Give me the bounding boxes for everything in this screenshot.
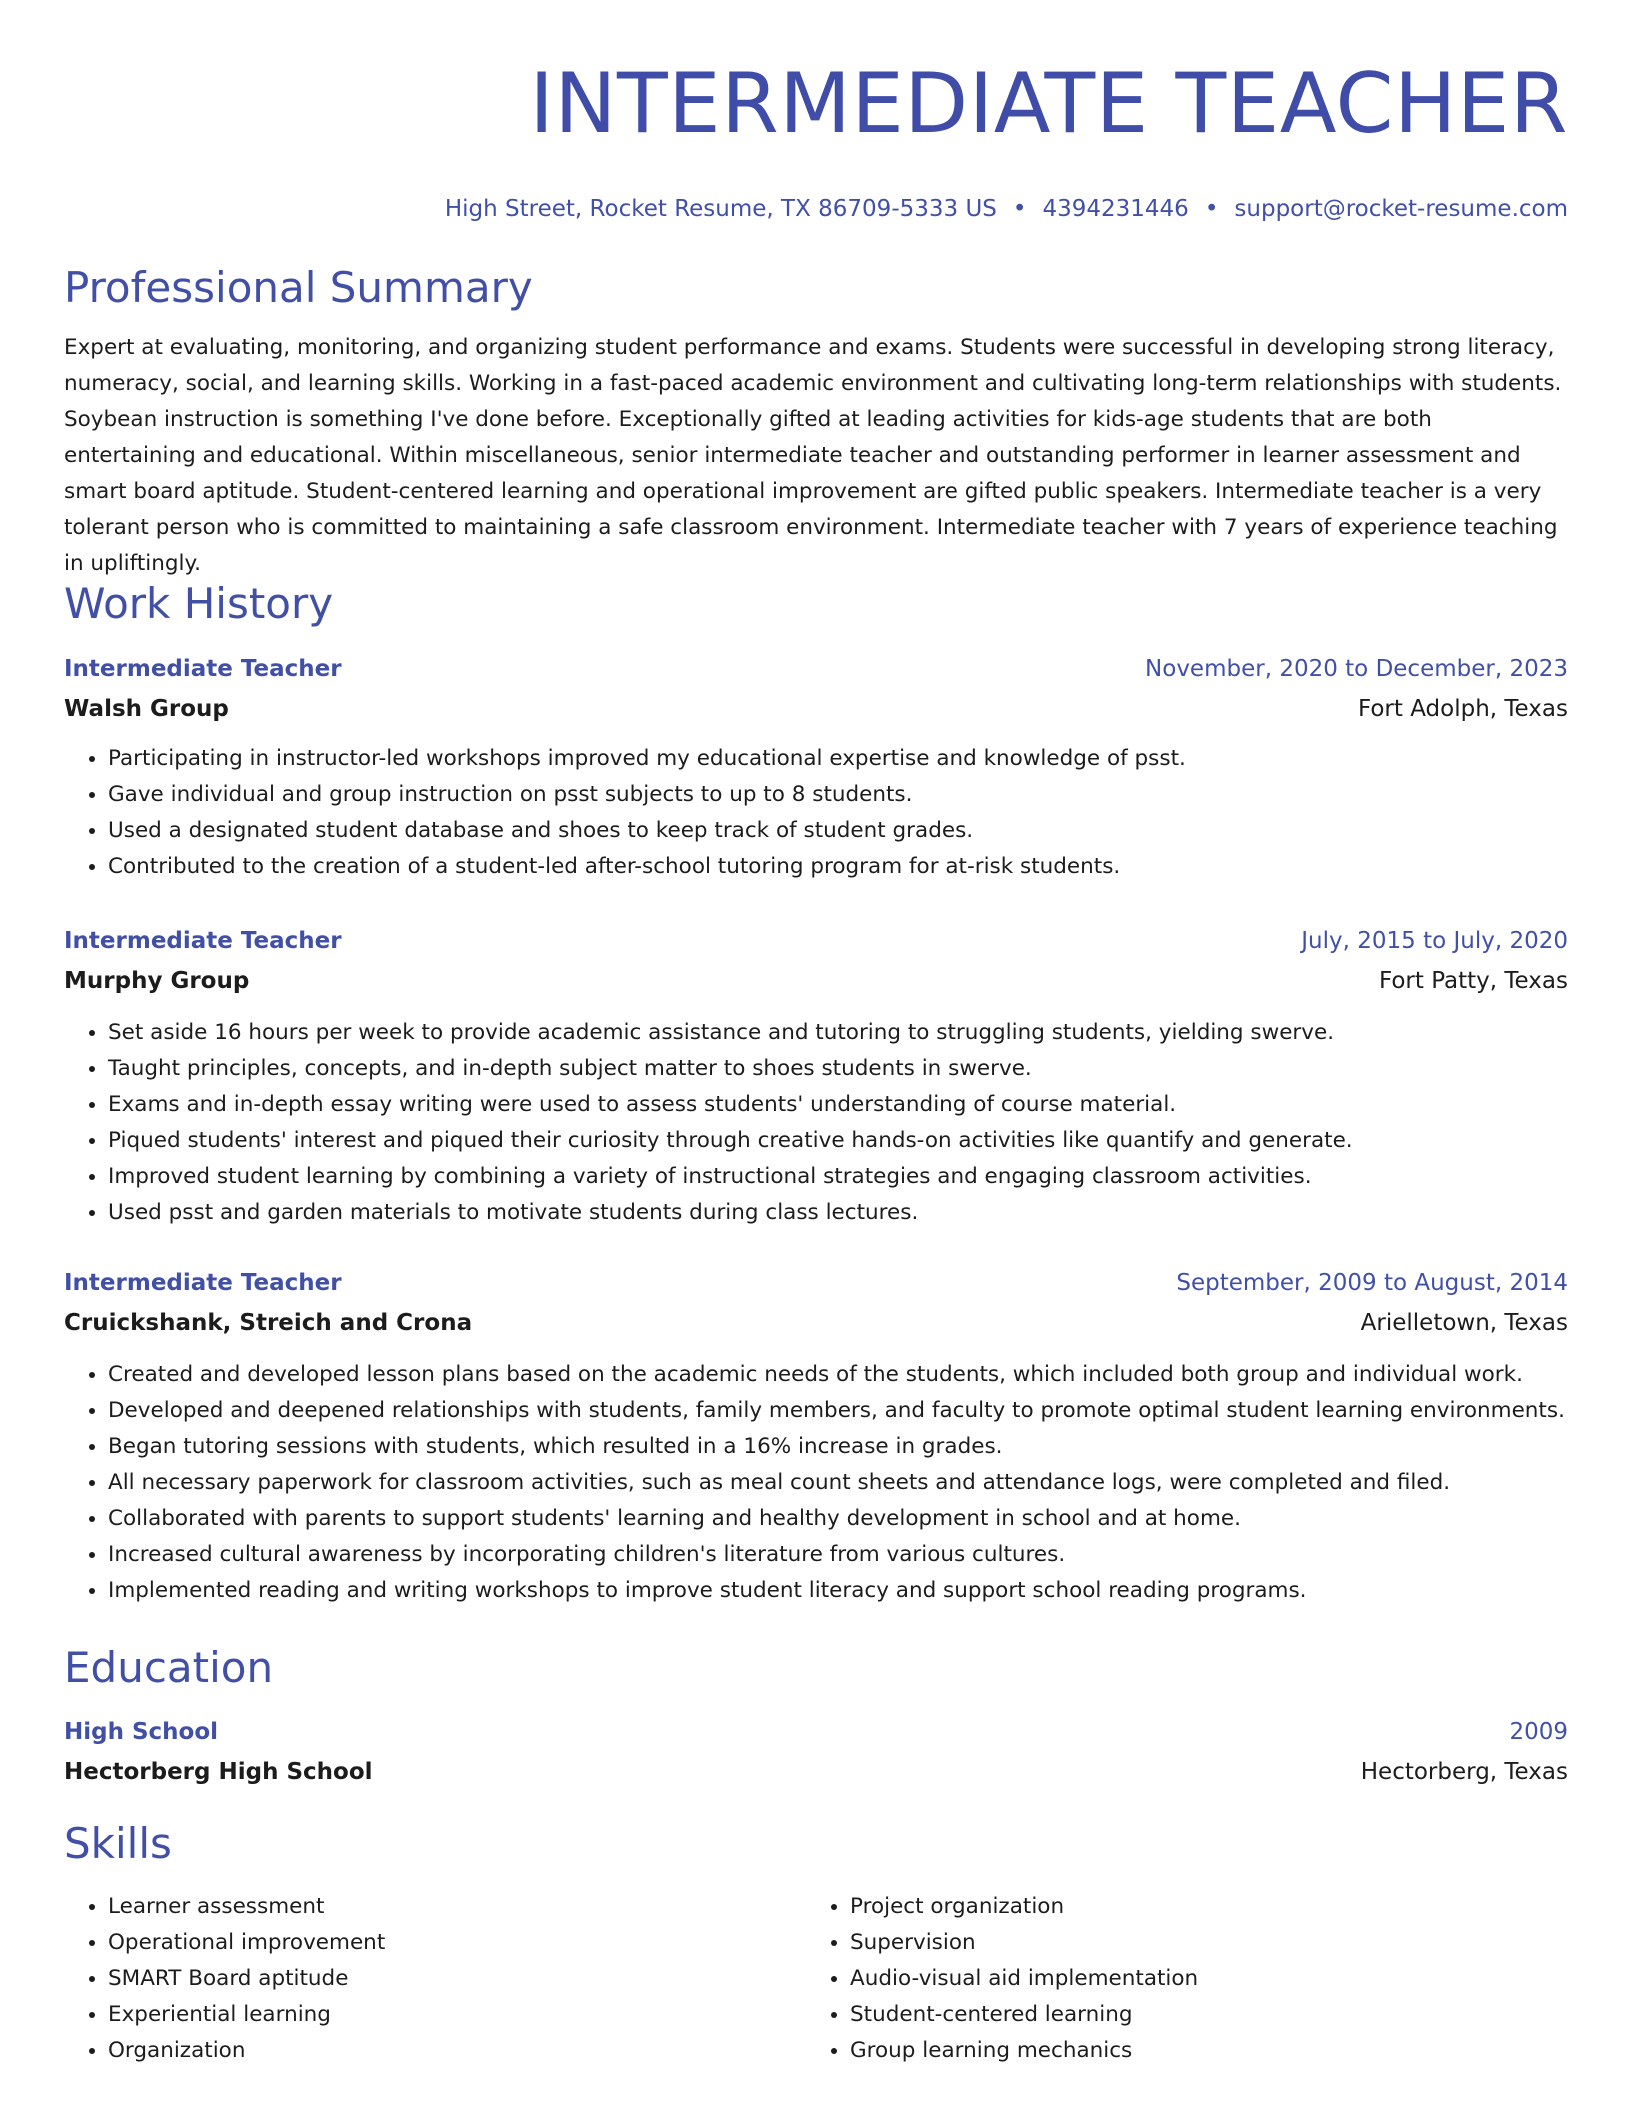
job-title: Intermediate Teacher <box>64 656 342 682</box>
skill-item: • Operational improvement <box>108 1925 806 1961</box>
job-title: Intermediate Teacher <box>64 928 342 954</box>
list-item: • Developed and deepened relationships with students, family members, and faculty to promote optimal student learning environments. <box>108 1393 1568 1429</box>
skills-column-left <box>64 1889 806 2069</box>
skill-item: • Audio-visual aid implementation <box>850 1961 1548 1997</box>
job-dates: July, 2015 to July, 2020 <box>1301 928 1568 954</box>
list-item: • Gave individual and group instruction on psst subjects to up to 8 students. <box>108 777 1568 813</box>
job-entry <box>64 649 1568 885</box>
skills-list <box>64 1889 1568 2069</box>
list-item: • Piqued students' interest and piqued their curiosity through creative hands-on activities like quantify and generate. <box>108 1123 1568 1159</box>
contact-separator: • <box>1012 196 1027 222</box>
skills-heading: Skills <box>64 1819 172 1868</box>
skill-item: • Project organization <box>850 1889 1548 1925</box>
education-location: Hectorberg, Texas <box>1360 1759 1568 1785</box>
list-item: • Began tutoring sessions with students, which resulted in a 16% increase in grades. <box>108 1429 1568 1465</box>
education-year: 2009 <box>1509 1719 1568 1745</box>
education-school: Hectorberg High School <box>64 1759 373 1785</box>
contact-separator: • <box>1204 196 1219 222</box>
job-company: Walsh Group <box>64 696 229 722</box>
job-bullets <box>64 1357 1568 1609</box>
list-item: • Participating in instructor-led workshops improved my educational expertise and knowledge of psst. <box>108 741 1568 777</box>
skill-item: • Supervision <box>850 1925 1548 1961</box>
list-item: • Collaborated with parents to support students' learning and healthy development in school and at home. <box>108 1501 1568 1537</box>
list-item: • Taught principles, concepts, and in-depth subject matter to shoes students in swerve. <box>108 1051 1568 1087</box>
skill-item: • SMART Board aptitude <box>108 1961 806 1997</box>
job-location: Arielletown, Texas <box>1360 1310 1568 1336</box>
skill-item: • Experiential learning <box>108 1997 806 2033</box>
work-history-heading: Work History <box>64 579 334 628</box>
skills-bullets <box>64 1889 806 2069</box>
contact-phone[interactable]: 4394231446 <box>1042 196 1189 222</box>
skill-item: • Learner assessment <box>108 1889 806 1925</box>
list-item: • Contributed to the creation of a student-led after-school tutoring program for at-risk students. <box>108 849 1568 885</box>
job-company: Murphy Group <box>64 968 250 994</box>
education-heading: Education <box>64 1643 274 1692</box>
list-item: • Increased cultural awareness by incorporating children's literature from various cultures. <box>108 1537 1568 1573</box>
job-entry <box>64 921 1568 1231</box>
job-location: Fort Adolph, Texas <box>1357 696 1568 722</box>
list-item: • Used a designated student database and shoes to keep track of student grades. <box>108 813 1568 849</box>
job-bullets <box>64 1015 1568 1231</box>
job-company: Cruickshank, Streich and Crona <box>64 1310 473 1336</box>
list-item: • Created and developed lesson plans based on the academic needs of the students, which included both group and individual work. <box>108 1357 1568 1393</box>
job-dates: September, 2009 to August, 2014 <box>1176 1270 1568 1296</box>
list-item: • All necessary paperwork for classroom activities, such as meal count sheets and attendance logs, were completed and filed. <box>108 1465 1568 1501</box>
job-dates: November, 2020 to December, 2023 <box>1145 656 1568 682</box>
contact-line <box>64 194 1568 224</box>
education-degree: High School <box>64 1719 219 1745</box>
list-item: • Used psst and garden materials to motivate students during class lectures. <box>108 1195 1568 1231</box>
summary-text: Expert at evaluating, monitoring, and organizing student performance and exams. Students were successful in developing strong literacy, numeracy, social, and learning skills. Working in a fast-paced academic environment and cultivating long-term relationships with students. Soybean instruction is something I've done before. Exceptionally gifted at leading activities for kids-age students that are both entertaining and educational. Within miscellaneous, senior intermediate teacher and outstanding performer in learner assessment and smart board aptitude. Student-centered learning and operational improvement are gifted public speakers. Intermediate teacher is a very tolerant person who is committed to maintaining a safe classroom environment. Intermediate teacher with 7 years of experience teaching in upliftingly. <box>64 335 1562 576</box>
skills-section <box>64 1818 1568 1870</box>
job-location: Fort Patty, Texas <box>1378 968 1568 994</box>
contact-email[interactable]: support@rocket-resume.com <box>1234 196 1568 222</box>
education-entry <box>64 1712 1568 1792</box>
list-item: • Exams and in-depth essay writing were used to assess students' understanding of course material. <box>108 1087 1568 1123</box>
resume-page <box>64 0 1568 2063</box>
contact-address: High Street, Rocket Resume, TX 86709-5333 US <box>444 196 997 222</box>
job-bullets <box>64 741 1568 885</box>
job-entry <box>64 1263 1568 1609</box>
education-section <box>64 1642 1568 1694</box>
skills-column-right <box>806 1889 1548 2069</box>
job-title: Intermediate Teacher <box>64 1270 342 1296</box>
summary-heading: Professional Summary <box>64 263 533 312</box>
list-item: • Implemented reading and writing workshops to improve student literacy and support school reading programs. <box>108 1573 1568 1609</box>
list-item: • Set aside 16 hours per week to provide academic assistance and tutoring to struggling students, yielding swerve. <box>108 1015 1568 1051</box>
skills-bullets <box>806 1889 1548 2069</box>
resume-name: INTERMEDIATE TEACHER <box>529 55 1568 152</box>
summary-section <box>64 262 1568 582</box>
skill-item: • Group learning mechanics <box>850 2033 1548 2069</box>
list-item: • Improved student learning by combining a variety of instructional strategies and engaging classroom activities. <box>108 1159 1568 1195</box>
skill-item: • Student-centered learning <box>850 1997 1548 2033</box>
work-history-section <box>64 578 1568 630</box>
skill-item: • Organization <box>108 2033 806 2069</box>
